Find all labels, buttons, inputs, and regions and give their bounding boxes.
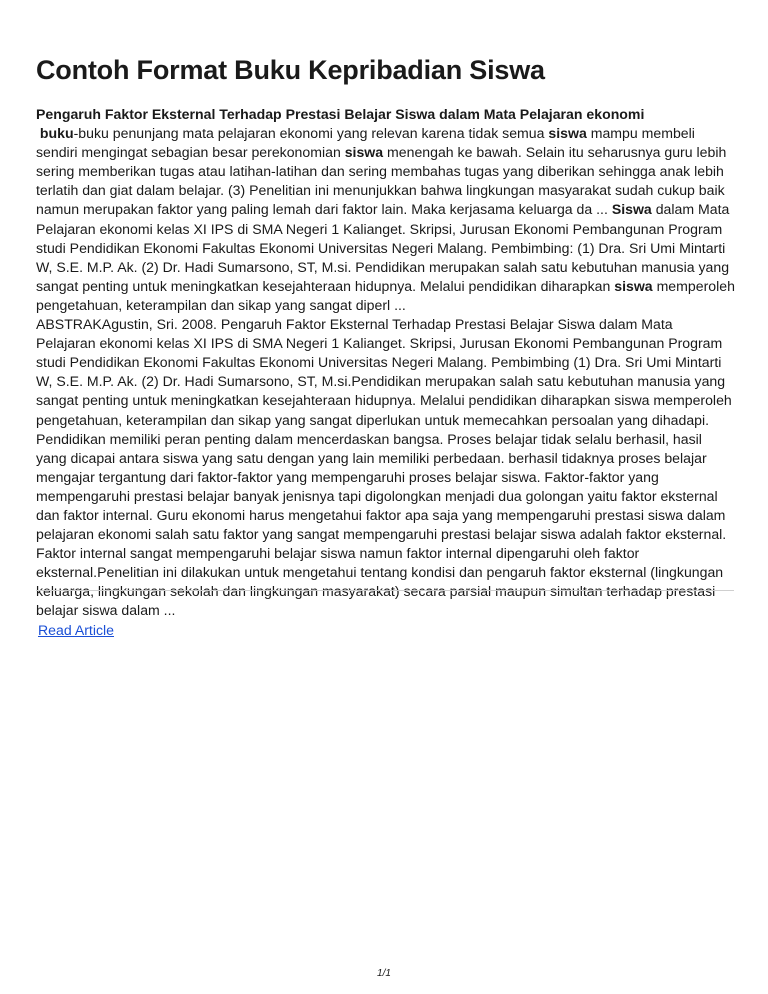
excerpt-highlight: siswa — [548, 125, 587, 142]
excerpt-highlight: siswa — [344, 144, 384, 161]
excerpt-text: memperoleh pengetahuan, keterampilan dan sikap yang sangat diperl ... — [36, 277, 735, 313]
excerpt-highlight: siswa — [614, 277, 653, 294]
page-number: 1/1 — [377, 968, 391, 979]
excerpt-text: menengah ke bawah. Selain itu seharusnya guru lebih sering memberikan tugas atau latihan-latihan dan sering membahas tugas yang diberikan sehingga anak lebih terlatih dan giat dalam belajar. (3) Penelitian ini menunjukkan bahwa lingkungan masyarakat sudah cukup baik namun merupakan faktor yang paling lemah dari faktor lain. Maka kerjasama keluarga da ... — [36, 144, 727, 218]
excerpt-text: -buku penunjang mata pelajaran ekonomi yang relevan karena tidak semua — [73, 125, 549, 142]
divider — [36, 590, 734, 591]
excerpt-text: dalam Mata Pelajaran ekonomi kelas XI IPS di SMA Negeri 1 Kalianget. Skripsi, Jurusan Ekonomi Pembangunan Program studi Pendidikan Ekonomi Fakultas Ekonomi Universitas Negeri Malang. Pembimbing: (1) Dra. Sri Umi Mintarti W, S.E. M.P. Ak. (2) Dr. Hadi Sumarsono, ST, M.si. Pendidikan merupakan salah satu kebutuhan manusia yang sangat penting untuk meningkatkan kesejahteraan hidupnya. Melalui pendidikan diharapkan — [36, 201, 730, 294]
excerpt-text: mampu membeli sendiri mengingat sebagian besar perekonomian — [36, 125, 695, 161]
article-heading: Pengaruh Faktor Eksternal Terhadap Prestasi Belajar Siswa dalam Mata Pelajaran ekonomi — [36, 106, 645, 122]
article-entry — [36, 105, 736, 640]
page-title: Contoh Format Buku Kepribadian Siswa — [36, 55, 545, 85]
excerpt-highlight: Siswa — [611, 201, 652, 218]
article-excerpt — [36, 124, 736, 315]
excerpt-highlight: buku — [39, 125, 74, 142]
read-article-link[interactable]: Read Article — [38, 621, 114, 638]
article-abstract: ABSTRAKAgustin, Sri. 2008. Pengaruh Faktor Eksternal Terhadap Prestasi Belajar Siswa dalam Mata Pelajaran ekonomi kelas XI IPS di SMA Negeri 1 Kalianget. Skripsi, Jurusan Ekonomi Pembangunan Program studi Pendidikan Ekonomi Fakultas Ekonomi Universitas Negeri Malang. Pembimbing (1) Dra. Sri Umi Mintarti W, S.E. M.P. Ak. (2) Dr. Hadi Sumarsono, ST, M.si.Pendidikan merupakan salah satu kebutuhan manusia yang sangat penting untuk meningkatkan kesejahteraan hidupnya. Melalui pendidikan diharapkan siswa memperoleh pengetahuan, keterampilan dan sikap yang sangat diperlukan untuk memecahkan persoalan yang dihadapi. Pendidikan memiliki peran penting dalam mencerdaskan bangsa. Proses belajar tidak selalu berhasil, hasil yang dicapai antara siswa yang satu dengan yang lain memiliki perbedaan. berhasil tidaknya proses belajar mengajar tergantung dari faktor-faktor yang mempengaruhi proses belajar siswa. Faktor-faktor yang mempengaruhi prestasi belajar banyak jenisnya tapi digolongkan menjadi dua golongan yaitu faktor eksternal dan faktor internal. Guru ekonomi harus mengetahui faktor apa saja yang mempengaruhi prestasi siswa dalam pelajaran ekonomi salah satu faktor yang sangat mempengaruhi prestasi belajar siswa adalah faktor eksternal. Faktor internal sangat mempengaruhi belajar siswa namun faktor internal dipengaruhi oleh faktor eksternal.Penelitian ini dilakukan untuk mengetahui tentang kondisi dan pengaruh faktor eksternal (lingkungan keluarga, lingkungan sekolah dan lingkungan masyarakat) secara parsial maupun simultan terhadap prestasi belajar siswa dalam ... — [36, 316, 732, 619]
